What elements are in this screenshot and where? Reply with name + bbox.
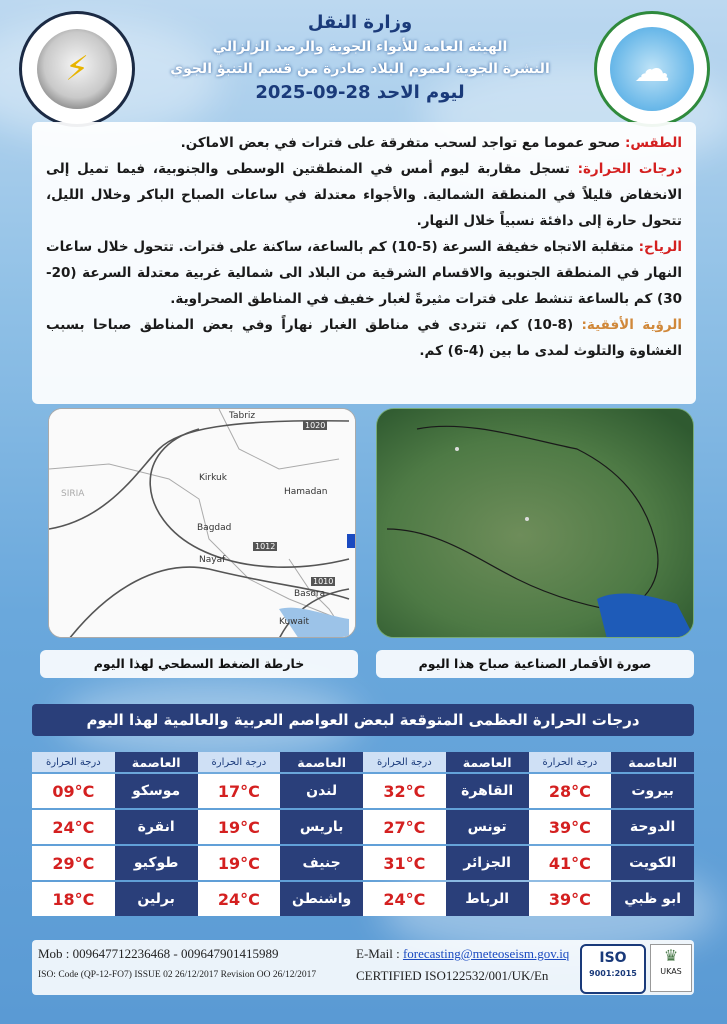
temperature-paragraph bbox=[46, 156, 682, 234]
visibility-text: (8-10) كم، تتردى في مناطق الغبار نهاراً وفي بعض المناطق صباحا بسبب الغشاوة والتلوث لمدى ما بين (4-6) كم. bbox=[46, 317, 682, 359]
isobar-label-1020: 1020 bbox=[305, 421, 326, 430]
city-cell: الرباط bbox=[446, 882, 529, 916]
city-cell: القاهرة bbox=[446, 774, 529, 808]
temp-cell: 28°C bbox=[529, 774, 612, 808]
temp-cell: 09°C bbox=[32, 774, 115, 808]
temp-cell: 31°C bbox=[363, 846, 446, 880]
temperature-label: درجات الحرارة: bbox=[577, 161, 682, 177]
forecasting-dept-logo bbox=[22, 14, 132, 124]
temp-cell: 17°C bbox=[198, 774, 281, 808]
table-header-row bbox=[32, 752, 694, 772]
email-line bbox=[356, 946, 569, 962]
weather-paragraph bbox=[46, 130, 682, 156]
bulletin-title: النشرة الجوية لعموم البلاد صادرة من قسم التنبؤ الجوي bbox=[170, 61, 550, 77]
authority-name: الهيئة العامة للأنواء الجوية والرصد الزلزالي bbox=[212, 39, 508, 55]
city-cell: طوكيو bbox=[115, 846, 198, 880]
satellite-caption: صورة الأقمار الصناعية صباح هذا اليوم bbox=[376, 650, 694, 678]
city-cell: الكويت bbox=[611, 846, 694, 880]
temp-cell: 39°C bbox=[529, 882, 612, 916]
map-label-najaf: Nayaf bbox=[199, 555, 226, 565]
email-label: E-Mail : bbox=[356, 946, 403, 961]
ministry-name: وزارة النقل bbox=[307, 12, 413, 33]
temp-cell: 18°C bbox=[32, 882, 115, 916]
lightning-cloud-icon: ⚡ bbox=[37, 29, 117, 109]
isobar-label-1012: 1012 bbox=[255, 542, 276, 551]
sun-cloud-icon: ☁ bbox=[610, 27, 694, 111]
city-cell: ابو ظبي bbox=[611, 882, 694, 916]
capital-header: العاصمة bbox=[115, 752, 198, 772]
meteorological-organization-logo bbox=[597, 14, 707, 124]
city-cell: باريس bbox=[280, 810, 363, 844]
city-cell: تونس bbox=[446, 810, 529, 844]
wind-label: الرياح: bbox=[638, 239, 682, 255]
mobile-numbers: Mob : 009647712236468 - 009647901415989 bbox=[38, 946, 279, 961]
city-cell: الجزائر bbox=[446, 846, 529, 880]
city-cell: لندن bbox=[280, 774, 363, 808]
temp-header: درجة الحرارة bbox=[529, 752, 612, 772]
temp-cell: 29°C bbox=[32, 846, 115, 880]
isobar-label-1010: 1010 bbox=[313, 577, 334, 586]
capitals-temperature-table bbox=[32, 752, 694, 918]
wind-paragraph bbox=[46, 234, 682, 312]
visibility-label: الرؤية الأفقية: bbox=[581, 317, 682, 333]
iso-badge-standard: 9001:2015 bbox=[589, 969, 637, 978]
city-cell: برلين bbox=[115, 882, 198, 916]
city-cell: انقرة bbox=[115, 810, 198, 844]
temp-cell: 27°C bbox=[363, 810, 446, 844]
temp-header: درجة الحرارة bbox=[198, 752, 281, 772]
email-link[interactable]: forecasting@meteoseism.gov.iq bbox=[402, 946, 570, 961]
page-footer bbox=[32, 940, 694, 995]
temp-cell: 24°C bbox=[363, 882, 446, 916]
table-row bbox=[32, 774, 694, 808]
visibility-paragraph bbox=[46, 312, 682, 364]
capital-header: العاصمة bbox=[611, 752, 694, 772]
city-cell: الدوحة bbox=[611, 810, 694, 844]
map-label-basra: Basora bbox=[294, 589, 326, 599]
city-cell: واشنطن bbox=[280, 882, 363, 916]
bulletin-date: ليوم الاحد 28-09-2025 bbox=[255, 82, 465, 103]
temp-cell: 39°C bbox=[529, 810, 612, 844]
temp-cell: 24°C bbox=[32, 810, 115, 844]
temp-header: درجة الحرارة bbox=[32, 752, 115, 772]
city-cell: موسكو bbox=[115, 774, 198, 808]
city-cell: بيروت bbox=[611, 774, 694, 808]
satellite-image-svg bbox=[377, 409, 694, 638]
surface-pressure-map bbox=[48, 408, 356, 638]
temperature-text: تسجل مقاربة ليوم أمس في المنطقتين الوسطى والجنوبية، فيما تميل إلى الانخفاض قليلاً في المنطقة الشمالية. والأجواء معتدلة في ساعات الصباح الباكر وخلال الليل، تتحول حارة إلى دافئة نسبياً خلال النهار. bbox=[46, 161, 682, 229]
table-row bbox=[32, 846, 694, 880]
page-header bbox=[150, 10, 570, 106]
table-row bbox=[32, 882, 694, 916]
city-cell: جنيف bbox=[280, 846, 363, 880]
map-label-kuwait: Kuwait bbox=[279, 617, 310, 627]
table-row bbox=[32, 810, 694, 844]
iso-badge-title: ISO bbox=[599, 950, 627, 966]
map-label-kirkuk: Kirkuk bbox=[199, 473, 227, 483]
capital-header: العاصمة bbox=[280, 752, 363, 772]
temp-cell: 41°C bbox=[529, 846, 612, 880]
pressure-map-caption: خارطة الضغط السطحي لهذا اليوم bbox=[40, 650, 358, 678]
temp-cell: 19°C bbox=[198, 846, 281, 880]
temp-cell: 24°C bbox=[198, 882, 281, 916]
iso-code-line: ISO: Code (QP-12-FO7) ISSUE 02 26/12/2017 Revision OO 26/12/2017 bbox=[38, 970, 317, 980]
wind-text: متقلبة الاتجاه خفيفة السرعة (5-10) كم بالساعة، ساكنة على فترات. تتحول خلال ساعات النهار في المنطقة الجنوبية والاقسام الشرقية من البلاد الى شمالية غربية معتدلة السرعة (20-30) كم بالساعة تنشط على فترات مثيرةً لغبار خفيف في المناطق الصحراوية. bbox=[46, 239, 682, 307]
forecast-text-box bbox=[32, 122, 696, 404]
ukas-label: UKAS bbox=[660, 967, 682, 976]
map-label-tabriz: Tabriz bbox=[229, 411, 256, 421]
map-label-syria: SIRIA bbox=[61, 489, 85, 499]
weather-label: الطقس: bbox=[624, 135, 682, 151]
temp-cell: 19°C bbox=[198, 810, 281, 844]
map-label-hamadan: Hamadan bbox=[284, 487, 328, 497]
capital-header: العاصمة bbox=[446, 752, 529, 772]
weather-text: صحو عموما مع تواجد لسحب متفرقة على فترات في بعض الاماكن. bbox=[180, 135, 625, 151]
satellite-image bbox=[376, 408, 694, 638]
temperature-table-title: درجات الحرارة العظمى المتوقعة لبعض العواصم العربية والعالمية لهذا اليوم bbox=[32, 704, 694, 736]
temp-header: درجة الحرارة bbox=[363, 752, 446, 772]
crown-icon: ♛ bbox=[663, 946, 679, 965]
ukas-badge bbox=[650, 944, 692, 992]
certification-line: CERTIFIED ISO122532/001/UK/En bbox=[356, 968, 549, 983]
map-label-baghdad: Bagdad bbox=[197, 523, 232, 533]
iso-badge bbox=[580, 944, 646, 994]
temp-cell: 32°C bbox=[363, 774, 446, 808]
